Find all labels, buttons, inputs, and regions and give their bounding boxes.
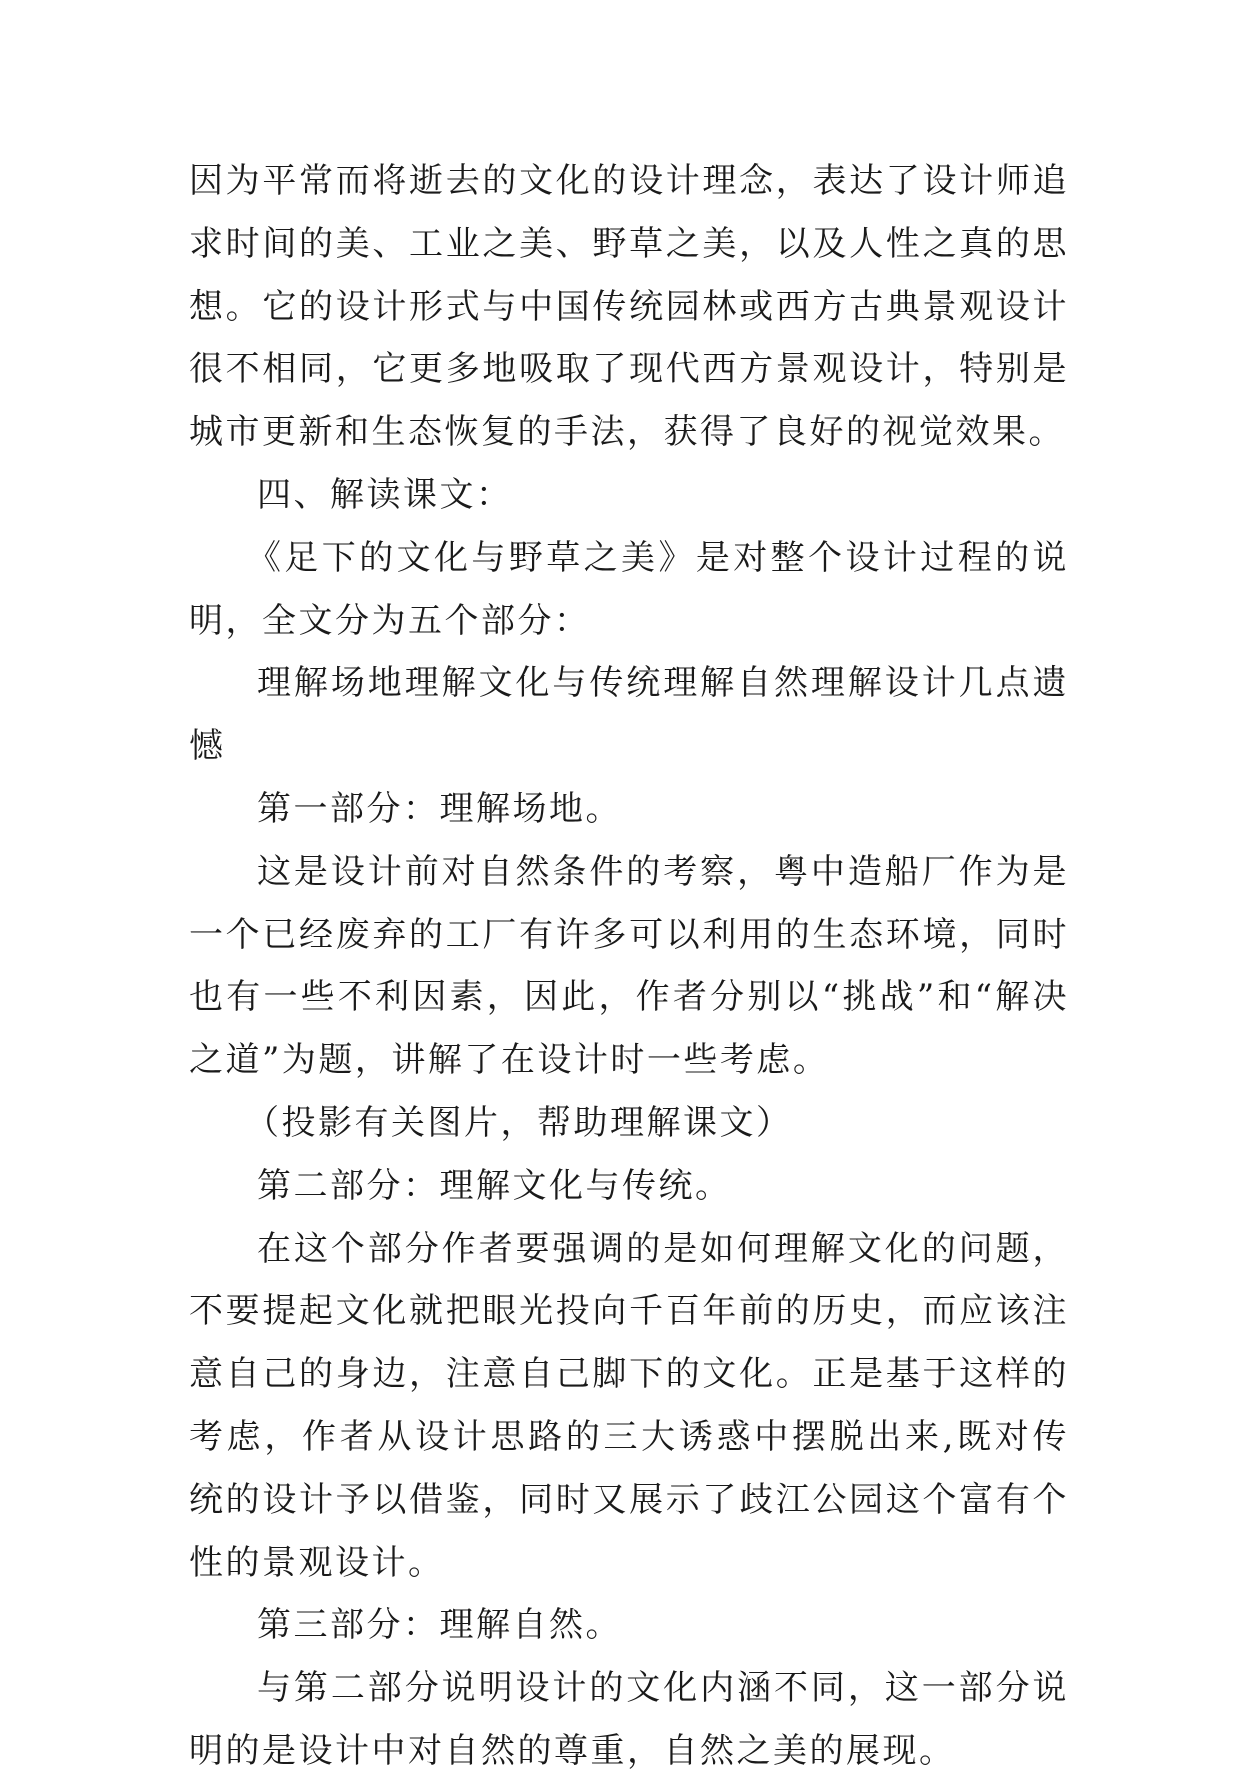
- paragraph-continuation: 因为平常而将逝去的文化的设计理念，表达了设计师追求时间的美、工业之美、野草之美，以及人性之真的思想。它的设计形式与中国传统园林或西方古典景观设计很不相同，它更多地吸取了现代西方景观设计，特别是城市更新和生态恢复的手法，获得了良好的视觉效果。: [189, 161, 1069, 453]
- paragraph: 这是设计前对自然条件的考察，粤中造船厂作为是一个已经废弃的工厂有许多可以利用的生态环境，同时也有一些不利因素，因此，作者分别以“挑战”和“解决之道”为题，讲解了在设计时一些考虑。: [189, 851, 1069, 1081]
- paragraph: 在这个部分作者要强调的是如何理解文化的问题，不要提起文化就把眼光投向千百年前的历史，而应该注意自己的身边，注意自己脚下的文化。正是基于这样的考虑，作者从设计思路的三大诱惑中摆脱出来,既对传统的设计予以借鉴，同时又展示了歧江公园这个富有个性的景观设计。: [189, 1228, 1069, 1583]
- paragraph-note: （投影有关图片，帮助理解课文）: [245, 1102, 793, 1143]
- paragraph: 理解场地理解文化与传统理解自然理解设计几点遗憾: [189, 663, 1069, 767]
- part-heading: 第二部分：理解文化与传统。: [257, 1165, 732, 1206]
- document-body: [189, 150, 1069, 1783]
- paragraph: 《足下的文化与野草之美》是对整个设计过程的说明，全文分为五个部分：: [189, 537, 1069, 641]
- paragraph: 与第二部分说明设计的文化内涵不同，这一部分说明的是设计中对自然的尊重，自然之美的展现。: [189, 1668, 1069, 1771]
- section-heading: 四、解读课文：: [257, 474, 513, 515]
- part-heading: 第一部分：理解场地。: [257, 788, 622, 829]
- part-heading: 第三部分：理解自然。: [257, 1605, 622, 1646]
